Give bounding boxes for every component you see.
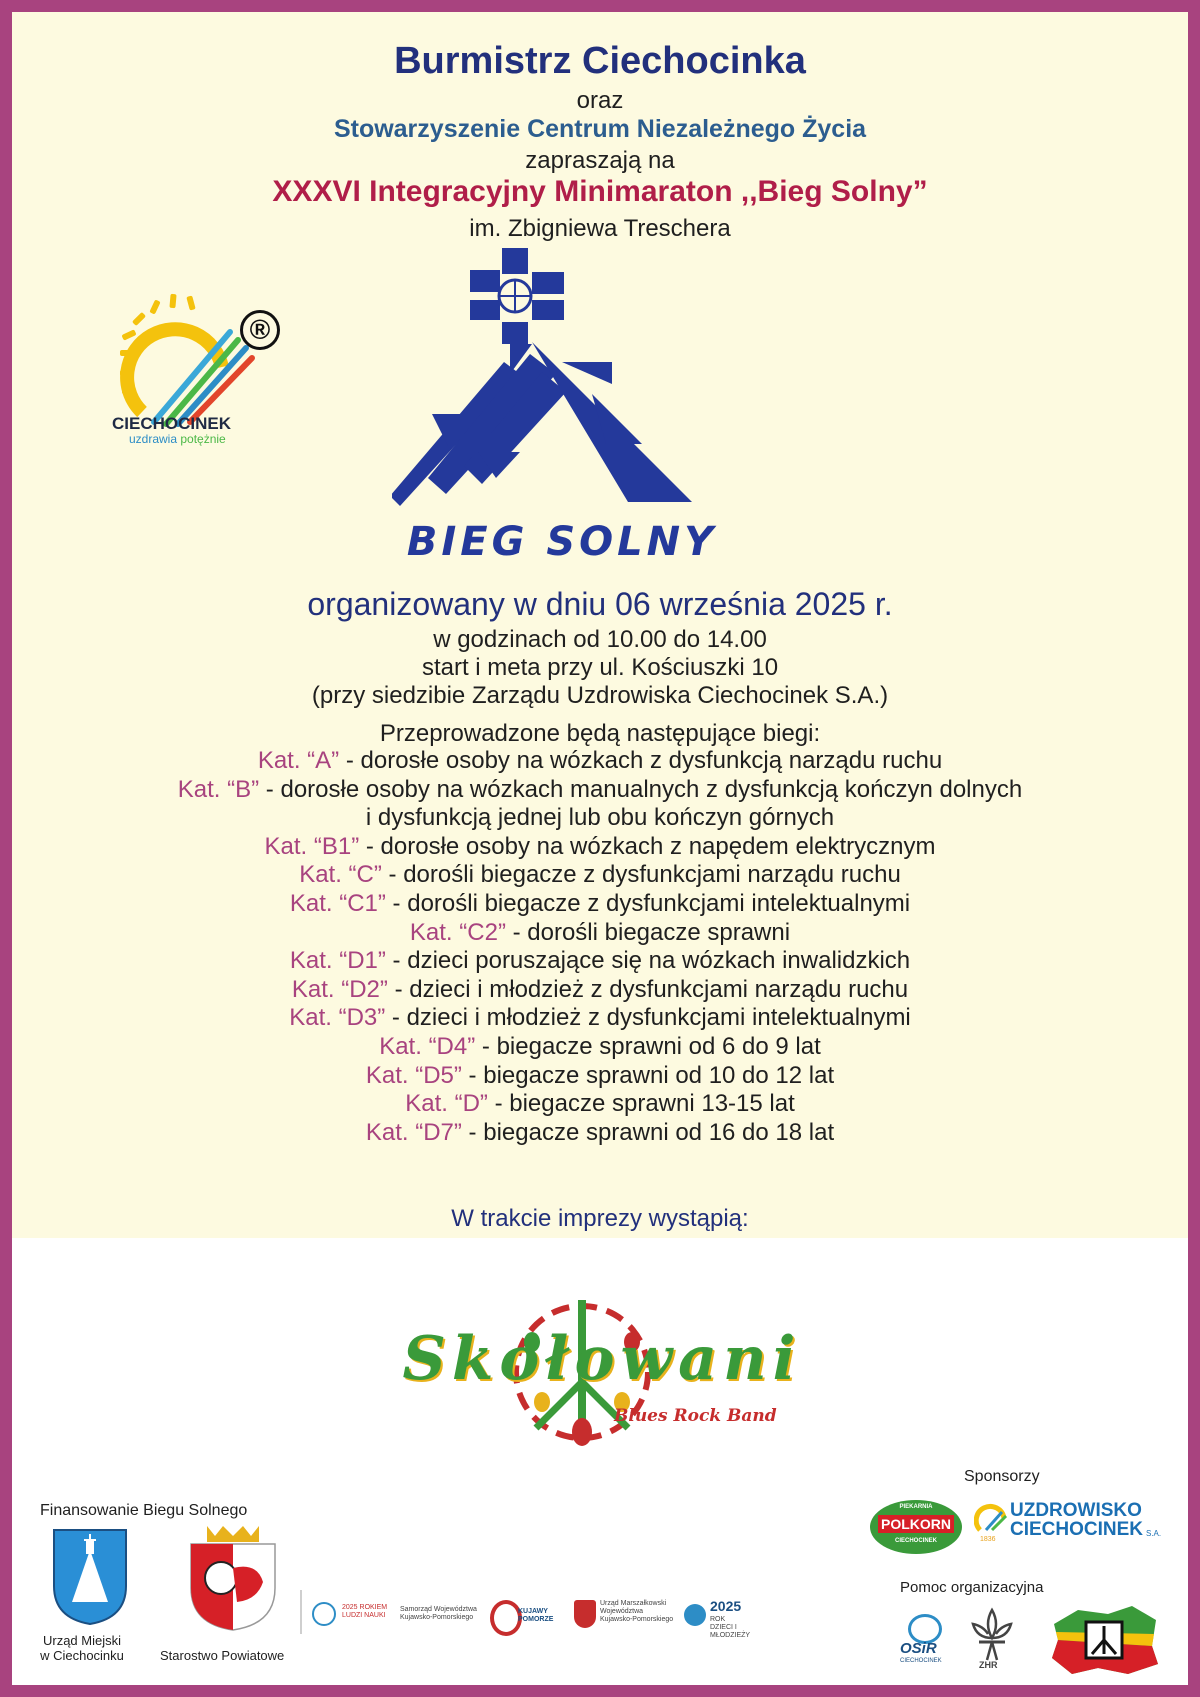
strip-logo-1: 2025 ROKIEM LUDZI NAUKI (342, 1604, 388, 1619)
organizer-title: Burmistrz Ciechocinka (394, 40, 806, 82)
poster (12, 12, 1188, 1685)
event-hours: w godzinach od 10.00 do 14.00 (433, 626, 767, 653)
uzdrowisko-logo: UZDROWISKO CIECHOCINEK S.A. 1836 (974, 1496, 1174, 1552)
category-item: Kat. “D7” - biegacze sprawni od 16 do 18 lat (365, 1118, 835, 1146)
strip-logo-2: Samorząd Województwa Kujawsko-Pomorskiego (400, 1606, 477, 1621)
races-intro: Przeprowadzone będą następujące biegi: (379, 720, 821, 747)
band-name: Skołowani (402, 1324, 802, 1394)
zhr-logo: ZHR (967, 1606, 1017, 1676)
fleur-de-lis-icon (967, 1606, 1017, 1664)
coat-of-arms-icon (50, 1526, 130, 1626)
strip-logo-5-year: 2025 (710, 1598, 742, 1614)
category-item: Kat. “D5” - biegacze sprawni od 10 do 12 lat (365, 1061, 835, 1089)
registered-mark: ® (240, 310, 280, 350)
county-label: Starostwo Powiatowe (160, 1648, 285, 1663)
category-item: Kat. “D” - biegacze sprawni 13-15 lat (405, 1090, 795, 1118)
event-date: organizowany w dniu 06 września 2025 r. (307, 586, 893, 622)
band-logo (382, 1282, 822, 1462)
performers-heading: W trakcie imprezy wystąpią: (451, 1205, 749, 1232)
category-list (12, 747, 1188, 1147)
griffin-crest-icon (187, 1522, 279, 1632)
category-item: i dysfunkcją jednej lub obu kończyn górnych (365, 804, 835, 832)
invite-text: zapraszają na (525, 147, 675, 174)
conjunction: oraz (576, 87, 624, 114)
category-item: Kat. “C1” - dorośli biegacze z dysfunkcjami intelektualnymi (289, 889, 911, 917)
polkorn-name: POLKORN (878, 1515, 954, 1533)
category-item: Kat. “D3” - dzieci i młodzież z dysfunkcjami intelektualnymi (289, 1004, 911, 1032)
financing-label: Finansowanie Biegu Solnego (40, 1502, 248, 1519)
city-coat-of-arms (50, 1526, 130, 1626)
science-icon (312, 1602, 336, 1626)
strip-logo-3: KUJAWY POMORZE (518, 1608, 554, 1623)
association-name: Stowarzyszenie Centrum Niezależnego Życia (333, 115, 867, 143)
bieg-solny-text: BIEG SOLNY (406, 519, 718, 565)
ciechocinek-name: CIECHOCINEK (112, 414, 232, 433)
category-item: Kat. “B” - dorosłe osoby na wózkach manualnych z dysfunkcją kończyn dolnych (177, 775, 1023, 803)
category-item: Kat. “B1” - dorosłe osoby na wózkach z napędem elektrycznym (264, 832, 936, 860)
band-subtitle: Blues Rock Band (614, 1406, 777, 1426)
category-item: Kat. “D1” - dzieci poruszające się na wózkach inwalidzkich (289, 947, 911, 975)
map-icon (1048, 1602, 1160, 1678)
sun-icon (974, 1500, 1008, 1534)
city-office-label: Urząd Miejski w Ciechocinku (40, 1633, 124, 1663)
category-item: Kat. “C” - dorośli biegacze z dysfunkcjami narządu ruchu (299, 861, 901, 889)
county-coat-of-arms (187, 1522, 279, 1632)
help-label: Pomoc organizacyjna (900, 1579, 1044, 1596)
osir-logo: OSiR CIECHOCINEK (892, 1614, 954, 1668)
family-icon (684, 1604, 706, 1626)
strip-logo-4: Urząd Marszałkowski Województwa Kujawsko-Pomorskiego (600, 1600, 674, 1623)
divider (300, 1590, 302, 1634)
region-crest-icon (574, 1600, 596, 1628)
ciechocinek-tagline: uzdrawia potężnie (129, 432, 226, 446)
category-item: Kat. “D2” - dzieci i młodzież z dysfunkcjami narządu ruchu (291, 975, 909, 1003)
event-location: start i meta przy ul. Kościuszki 10 (421, 654, 779, 681)
category-item: Kat. “A” - dorosłe osoby na wózkach z dysfunkcją narządu ruchu (257, 747, 943, 774)
bieg-solny-logo (392, 234, 732, 584)
ciechocinek-logo (102, 292, 282, 482)
strip-logo-5-text: ROK DZIECI I MŁODZIEŻY (710, 1616, 751, 1639)
event-location-note: (przy siedzibie Zarządu Uzdrowiska Ciechocinek S.A.) (311, 682, 889, 709)
event-patron: im. Zbigniewa Treschera (469, 215, 731, 242)
category-item: Kat. “C2” - dorośli biegacze sprawni (409, 918, 791, 946)
event-name: XXXVI Integracyjny Minimaraton ,,Bieg Solny” (272, 175, 928, 208)
sponsors-label: Sponsorzy (964, 1468, 1040, 1485)
saltworks-icon (392, 234, 732, 564)
polkorn-logo: PIEKARNIA POLKORN CIECHOCINEK (870, 1500, 962, 1554)
category-item: Kat. “D4” - biegacze sprawni od 6 do 9 lat (379, 1032, 821, 1060)
integration-map-logo (1048, 1602, 1160, 1678)
